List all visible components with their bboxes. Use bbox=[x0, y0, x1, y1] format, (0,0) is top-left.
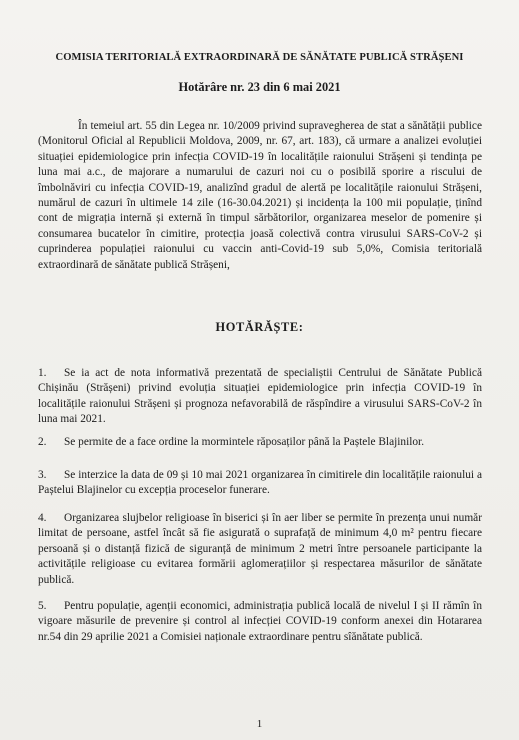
page-number: 1 bbox=[256, 718, 263, 730]
decision-item-3 bbox=[38, 468, 482, 499]
decision-item-1 bbox=[38, 366, 482, 428]
decision-heading: HOTĂRĂȘTE: bbox=[215, 320, 304, 334]
decision-title: Hotărâre nr. 23 din 6 mai 2021 bbox=[178, 80, 341, 94]
item-text: Se ia act de nota informativă prezentată de specialiștii Centrului de Sănătate Publică Chișinău (Strășeni) privind evoluția situației epidemiologice prin infecția COVID-19 în localitățile raionului Strășeni și prognoza nefavorabilă de răspîndire a virusului SARS-CoV-2 în luna mai 2021. bbox=[38, 367, 482, 426]
decision-item-2 bbox=[38, 435, 482, 450]
item-number: 3. bbox=[38, 469, 47, 481]
preamble-paragraph: În temeiul art. 55 din Legea nr. 10/2009 privind supravegherea de stat a sănătății publice (Monitorul Oficial al Republicii Moldova, 2009, nr. 67, art. 183), că urmare a analizei evoluției situației epidemiologice prin infecția COVID-19 în localitățile raionului Strășeni și tendința pe luna mai a.c., de majorare a numarului de cazuri noi cu o posibilă sporire a riscului de îmbolnăviri cu infecția COVID-19, analizînd gradul de alertă pe localitățile raionului Strășeni, numărul de cazuri în ultimele 14 zile (16-30.04.2021) și incidența la 100 mii populație, ținînd cont de migrația internă și externă în timpul sărbătorilor, organizarea meselor de pomenire și consumarea bucatelor în cimitire, protecția joasă colectivă contra virusului SARS-CoV-2 și cuprinderea populației raionului cu vaccin anti-Covid-19 sub 5,0%, Comisia teritorială extraordinară de sănătate publică Strășeni, bbox=[38, 120, 482, 271]
item-number: 1. bbox=[38, 367, 47, 379]
item-text: Se interzice la data de 09 și 10 mai 2021 organizarea în cimitirele din localitățile raionului a Paștelui Blajinelor cu excepția proceselor funerare. bbox=[38, 469, 482, 497]
item-text: Pentru populație, agenții economici, administrația publică locală de nivelul I și II rămîn în vigoare măsurile de prevenire și control al infecției COVID-19 conform anexei din Hotararea nr.54 din 29 aprilie 2021 a Comisiei naționale extraordinare pentru sîănătate publică. bbox=[38, 600, 482, 643]
item-number: 5. bbox=[38, 600, 47, 612]
item-text: Se permite de a face ordine la mormintele răposaților până la Paștele Blajinilor. bbox=[64, 436, 425, 448]
decision-item-5 bbox=[38, 599, 482, 645]
institution-header: COMISIA TERITORIALĂ EXTRAORDINARĂ DE SĂNĂTATE PUBLICĂ STRĂȘENI bbox=[55, 52, 464, 63]
item-number: 4. bbox=[38, 512, 47, 524]
decision-item-4 bbox=[38, 511, 482, 588]
item-text: Organizarea slujbelor religioase în biserici și în aer liber se permite în prezența unui număr limitat de persoane, astfel încât să fie asigurată o suprafață de minimum 4,0 m² pentru fiecare persoană și o distanță fizică de siguranță de minimum 2 metri între persoanele participante la activitățile religioase cu evitarea formării aglomerațiilor și respectarea măsurilor de sănătate publică. bbox=[38, 512, 482, 586]
item-number: 2. bbox=[38, 436, 47, 448]
